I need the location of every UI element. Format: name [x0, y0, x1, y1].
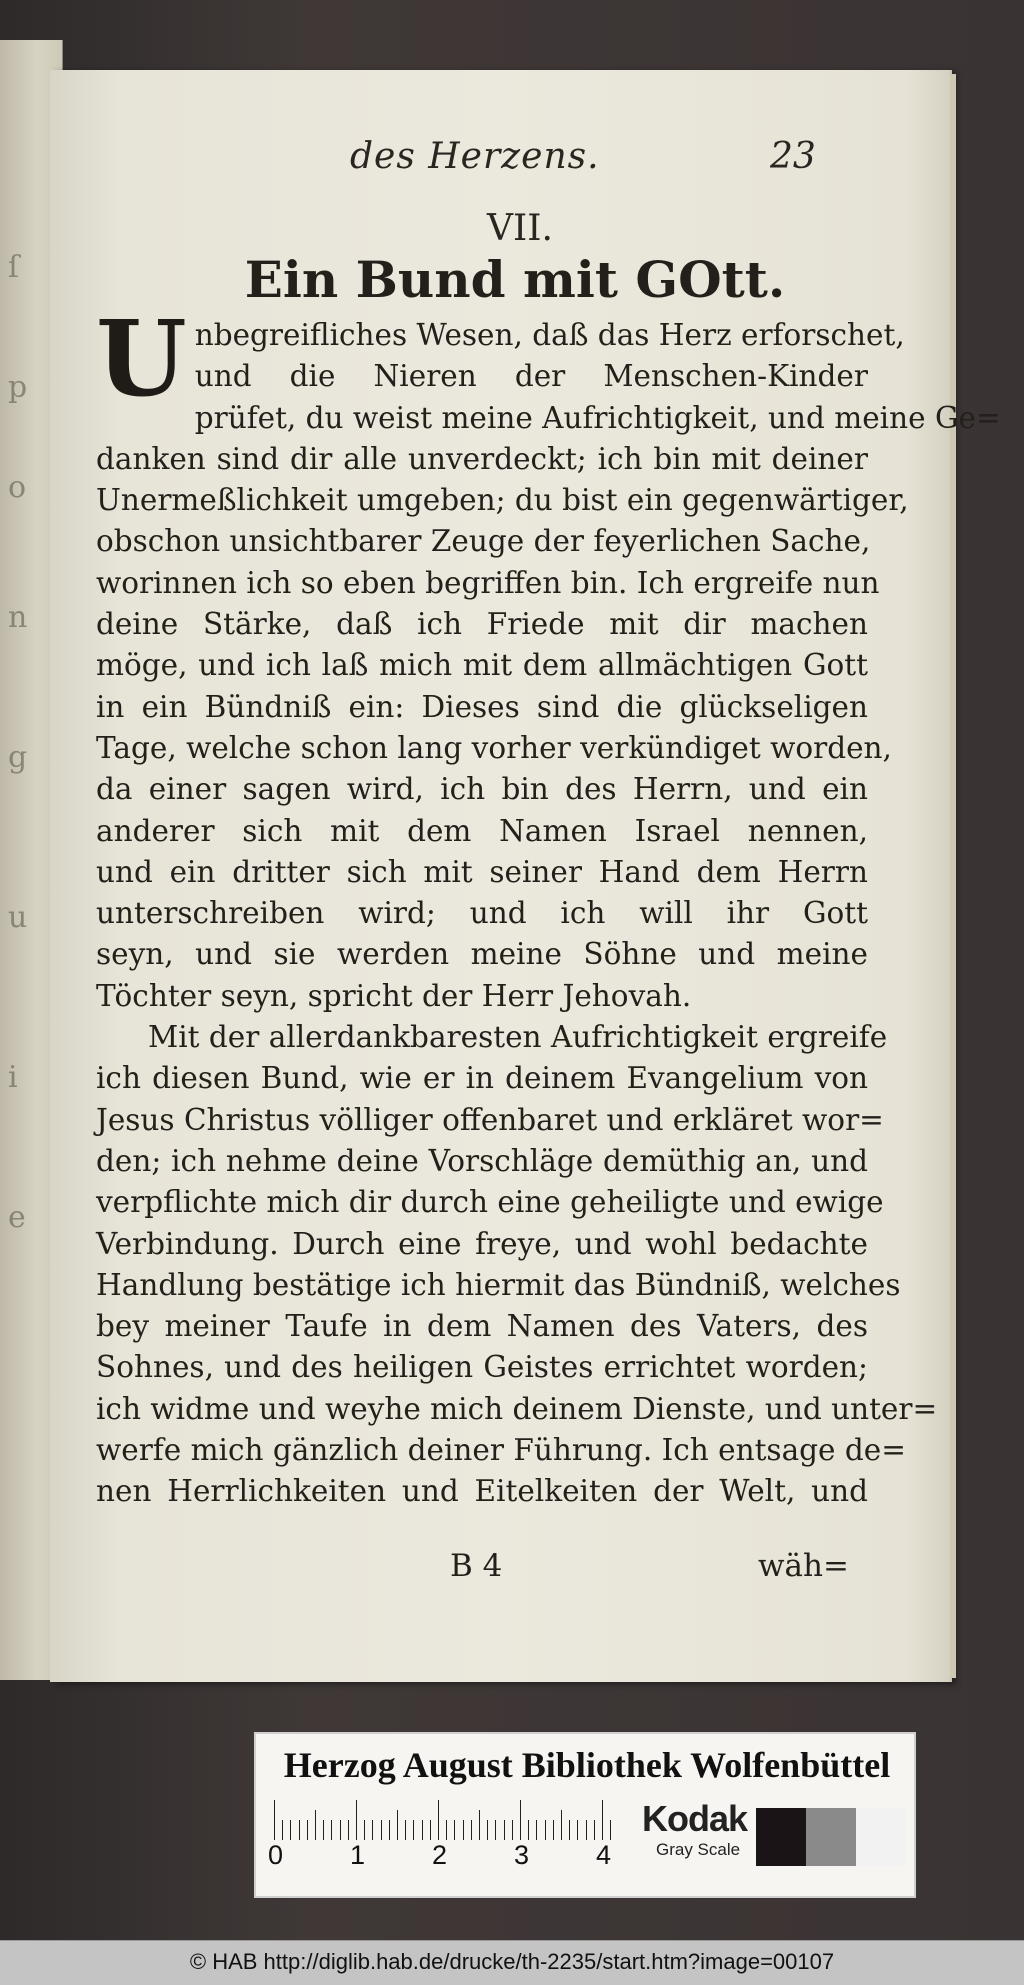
text-line: nbegreifliches Wesen, daß das Herz erforschet,: [194, 318, 905, 352]
drop-capital: U: [96, 297, 187, 420]
text-line: und die Nieren der Menschen-Kinder: [194, 359, 868, 394]
gray-swatch: [856, 1808, 906, 1866]
text-line: möge, und ich laß mich mit dem allmächtigen Gott: [96, 648, 868, 683]
ruler-tick: [331, 1820, 332, 1840]
ruler-tick: [422, 1820, 423, 1840]
signature-mark: B 4: [450, 1548, 503, 1584]
ruler-tick: [512, 1820, 513, 1840]
ruler-number: 3: [514, 1840, 530, 1870]
ruler-tick: [479, 1810, 480, 1840]
ruler-tick: [348, 1820, 349, 1840]
ruler-tick: [389, 1820, 390, 1840]
color-calibration-bar: [254, 1732, 916, 1898]
gray-scale-label: Gray Scale: [656, 1840, 741, 1859]
ruler-tick: [364, 1820, 365, 1840]
library-name: Herzog August Bibliothek Wolfenbüttel: [283, 1745, 891, 1785]
facing-page-mark: p: [8, 370, 28, 405]
ruler-tick: [495, 1820, 496, 1840]
ruler-number: 4: [596, 1840, 612, 1870]
facing-page-mark: n: [8, 600, 28, 635]
text-line: den; ich nehme deine Vorschläge demüthig an, und: [96, 1143, 868, 1178]
ruler-tick: [372, 1820, 373, 1840]
ruler-tick: [381, 1820, 382, 1840]
text-line: prüfet, du weist meine Aufrichtigkeit, und meine Ge=: [194, 400, 1001, 435]
ruler-scale: [274, 1800, 634, 1840]
ruler-tick: [561, 1810, 562, 1840]
text-line: worinnen ich so eben begriffen bin. Ich ergreife nun: [96, 565, 880, 600]
ruler-tick: [307, 1820, 308, 1840]
facing-page-mark: u: [8, 900, 28, 935]
text-line: anderer sich mit dem Namen Israel nennen,: [96, 813, 868, 848]
text-line: da einer sagen wird, ich bin des Herrn, und ein: [96, 772, 868, 807]
copyright-credit: © HAB http://diglib.hab.de/drucke/th-2235/start.htm?image=00107: [189, 1949, 835, 1974]
facing-page-mark: g: [8, 740, 28, 775]
ruler-tick: [553, 1820, 554, 1840]
ruler-tick: [520, 1800, 521, 1840]
paragraph-1: [96, 297, 1001, 1017]
ruler-tick: [438, 1800, 439, 1840]
text-line: Tage, welche schon lang vorher verkündiget worden,: [96, 730, 892, 765]
text-line: in ein Bündniß ein: Dieses sind die glückseligen: [96, 689, 868, 724]
text-line: danken sind dir alle unverdeckt; ich bin mit deiner: [96, 441, 868, 476]
text-line: Töchter seyn, spricht der Herr Jehovah.: [96, 978, 692, 1013]
text-line: unterschreiben wird; und ich will ihr Gott: [96, 896, 868, 931]
text-line: nen Herrlichkeiten und Eitelkeiten der Welt, und: [96, 1474, 868, 1509]
text-line: Verbindung. Durch eine freye, und wohl bedachte: [96, 1226, 868, 1261]
running-head: [50, 136, 950, 196]
ruler-tick: [528, 1820, 529, 1840]
page-edge: [950, 74, 956, 1678]
ruler-tick: [356, 1800, 357, 1840]
text-line: Mit der allerdankbaresten Aufrichtigkeit ergreife: [148, 1020, 888, 1055]
ruler-tick: [430, 1820, 431, 1840]
ruler-tick: [274, 1800, 275, 1840]
facing-page-mark: e: [8, 1200, 26, 1235]
text-line: deine Stärke, daß ich Friede mit dir machen: [96, 607, 868, 642]
ruler-tick: [463, 1820, 464, 1840]
gray-swatch: [806, 1808, 856, 1866]
ruler-tick: [290, 1820, 291, 1840]
ruler-tick: [323, 1820, 324, 1840]
ruler-number: 0: [268, 1840, 284, 1870]
book-page: [50, 70, 1001, 1682]
facing-page-mark: o: [8, 470, 27, 505]
section-number: VII.: [487, 208, 553, 249]
ruler-tick: [536, 1820, 537, 1840]
section-title: Ein Bund mit GOtt.: [244, 250, 786, 309]
body-text: [96, 297, 1001, 1513]
text-line: obschon unsichtbarer Zeuge der feyerlichen Sache,: [96, 524, 871, 559]
ruler-tick: [282, 1820, 283, 1840]
ruler-tick: [315, 1810, 316, 1840]
ruler-tick: [340, 1820, 341, 1840]
ruler-tick: [569, 1820, 570, 1840]
ruler-tick: [577, 1820, 578, 1840]
ruler-tick: [299, 1820, 300, 1840]
ruler-tick: [504, 1820, 505, 1840]
text-line: und ein dritter sich mit seiner Hand dem Herrn: [96, 854, 868, 889]
ruler-tick: [446, 1820, 447, 1840]
gray-swatch: [756, 1808, 806, 1866]
ruler-number: 2: [432, 1840, 448, 1870]
text-line: Jesus Christus völliger offenbaret und erkläret wor=: [96, 1102, 884, 1137]
facing-page-mark: i: [8, 1060, 18, 1095]
ruler-tick: [586, 1820, 587, 1840]
running-title: des Herzens.: [350, 136, 600, 177]
text-line: ich widme und weyhe mich deinem Dienste, und unter=: [96, 1391, 938, 1426]
ruler-number: 1: [350, 1840, 366, 1870]
text-line: werfe mich gänzlich deiner Führung. Ich entsage de=: [96, 1433, 906, 1468]
ruler-tick: [487, 1820, 488, 1840]
text-line: seyn, und sie werden meine Söhne und meine: [96, 937, 868, 972]
ruler-tick: [610, 1820, 611, 1840]
page-number: 23: [770, 136, 816, 177]
footer-bar: [0, 1940, 1024, 1985]
text-line: verpflichte mich dir durch eine geheiligte und ewige: [96, 1185, 884, 1220]
ruler-numbers: [268, 1840, 668, 1880]
text-line: ich diesen Bund, wie er in deinem Evangelium von: [96, 1061, 868, 1096]
ruler-tick: [602, 1800, 603, 1840]
ruler-tick: [454, 1820, 455, 1840]
ruler-tick: [594, 1820, 595, 1840]
ruler-tick: [405, 1820, 406, 1840]
facing-page-mark: ſ: [8, 250, 20, 285]
ruler-tick: [413, 1820, 414, 1840]
text-line: Sohnes, und des heiligen Geistes errichtet worden;: [96, 1350, 868, 1385]
gray-scale-swatches: [756, 1808, 906, 1866]
kodak-logo: Kodak: [642, 1798, 748, 1839]
text-line: Unermeßlichkeit umgeben; du bist ein gegenwärtiger,: [96, 483, 909, 518]
ruler-tick: [545, 1820, 546, 1840]
ruler-tick: [471, 1820, 472, 1840]
text-line: bey meiner Taufe in dem Namen des Vaters, des: [96, 1309, 868, 1344]
signature-line: [50, 1548, 950, 1592]
ruler-tick: [397, 1810, 398, 1840]
paragraph-2: [96, 1017, 938, 1513]
catchword: wäh=: [758, 1548, 849, 1584]
text-line: Handlung bestätige ich hiermit das Bündniß, welches: [96, 1267, 901, 1302]
